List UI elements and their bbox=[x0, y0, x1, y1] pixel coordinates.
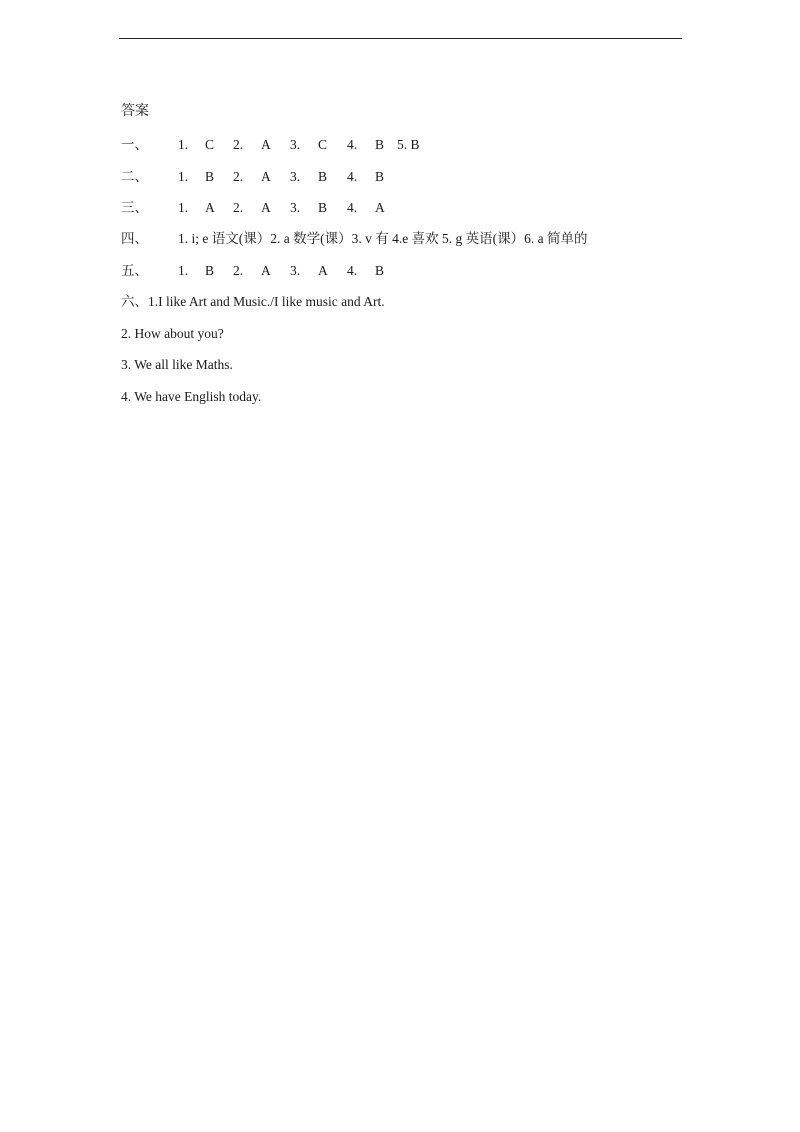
answer-choice: B bbox=[375, 263, 385, 278]
answer-choice: C bbox=[205, 137, 215, 152]
answer-choice: B bbox=[205, 169, 215, 184]
answer-number: 1. bbox=[178, 137, 189, 152]
answer-choice: B bbox=[375, 137, 385, 152]
section6-line-2: 2. How about you? bbox=[121, 326, 224, 341]
answer-number: 3. bbox=[290, 200, 301, 215]
page-title: 答案 bbox=[121, 104, 149, 119]
answer-choice: A bbox=[261, 137, 271, 152]
answer-number: 2. bbox=[233, 200, 244, 215]
header-rule bbox=[119, 38, 682, 39]
answer-choice: A bbox=[261, 169, 271, 184]
answer-text: 1. i; e 语文(课）2. a 数学(课）3. v 有 4.e 喜欢 5. g 英语(课）6. a 简单的 bbox=[178, 231, 588, 246]
answer-number: 3. bbox=[290, 169, 301, 184]
section6-line-1: 六、1.I like Art and Music./I like music and Art. bbox=[121, 294, 385, 309]
section-label: 一、 bbox=[121, 137, 148, 152]
answer-number: 1. bbox=[178, 200, 189, 215]
answer-choice: A bbox=[261, 200, 271, 215]
answer-number: 2. bbox=[233, 137, 244, 152]
answer-number: 4. bbox=[347, 263, 358, 278]
answer-choice: B bbox=[318, 200, 328, 215]
section-label: 三、 bbox=[121, 200, 148, 215]
answer-choice: C bbox=[318, 137, 328, 152]
answer-choice: B bbox=[375, 169, 385, 184]
section6-line-4: 4. We have English today. bbox=[121, 389, 262, 404]
answer-choice: B bbox=[318, 169, 328, 184]
answer-choice: A bbox=[375, 200, 385, 215]
section6-line-3: 3. We all like Maths. bbox=[121, 357, 233, 372]
section-label: 五、 bbox=[121, 263, 148, 278]
answer-number: 4. bbox=[347, 200, 358, 215]
answer-choice: A bbox=[318, 263, 328, 278]
answer-number: 2. bbox=[233, 169, 244, 184]
answer-number: 1. bbox=[178, 263, 189, 278]
answer-number: 2. bbox=[233, 263, 244, 278]
answer-number: 3. bbox=[290, 137, 301, 152]
answer-number: 5. B bbox=[397, 137, 420, 152]
answer-number: 3. bbox=[290, 263, 301, 278]
section-label: 二、 bbox=[121, 169, 148, 184]
answer-number: 4. bbox=[347, 169, 358, 184]
answer-choice: B bbox=[205, 263, 215, 278]
answer-number: 1. bbox=[178, 169, 189, 184]
answer-choice: A bbox=[205, 200, 215, 215]
answer-number: 4. bbox=[347, 137, 358, 152]
answer-choice: A bbox=[261, 263, 271, 278]
section-label: 四、 bbox=[121, 231, 148, 246]
